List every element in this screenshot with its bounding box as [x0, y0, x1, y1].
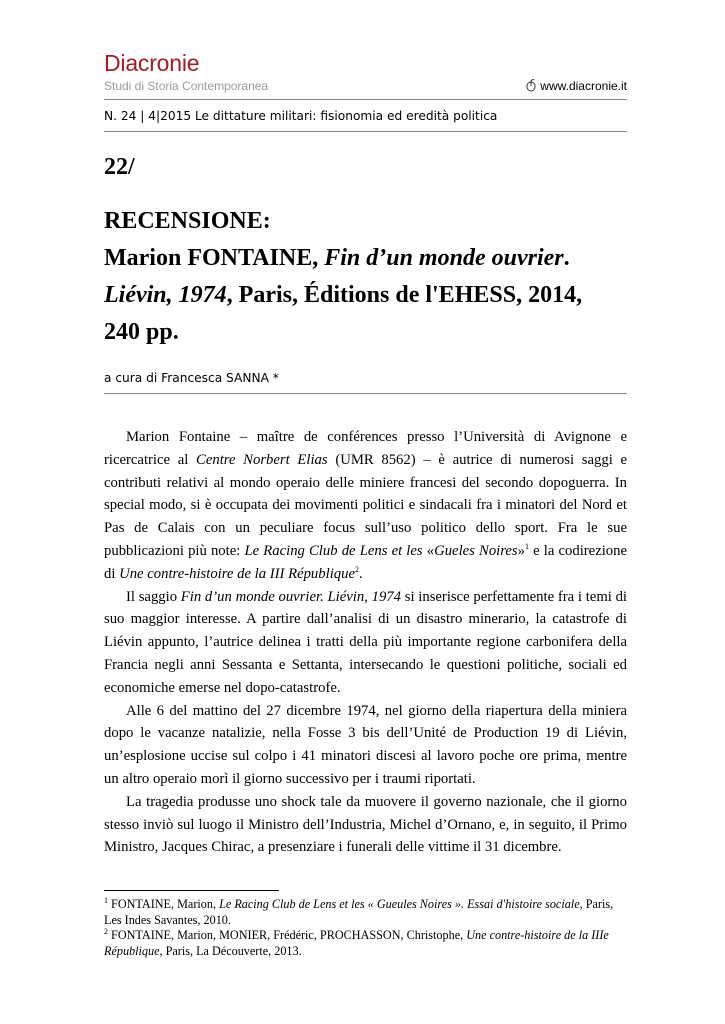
- title-line-3: Liévin, 1974, Paris, Éditions de l'EHESS, 2014,: [104, 282, 583, 308]
- article-body: [104, 426, 627, 859]
- footnote-ref-2[interactable]: 2: [355, 564, 359, 574]
- footnote-1: $^1$ FONTAINE, Marion, Le Racing Club de Lens et les « Gueules Noires ». Essai d'histoire sociale, Paris, Les Indes Savantes, 2010.: [104, 895, 614, 927]
- paragraph-2: Il saggio Fin d’un monde ouvrier. Liévin, 1974 si inserisce perfettamente fra i temi di suo maggior interesse. A partire dall’analisi di un disastro minerario, la catastrofe di Liévin appunto, l’autrice delinea i tratti della più importante regione carbonifera della Francia negli anni Sessanta e Settanta, intersecando le questioni politiche, sociali ed economiche emerse nel dopo-catastrofe.: [104, 588, 627, 696]
- issue-line: N. 24 | 4|2015 Le dittature militari: fisionomia ed eredità politica: [104, 109, 498, 123]
- title-rule: [104, 393, 627, 394]
- article-title: [104, 203, 644, 351]
- footnote-2: $^2$ FONTAINE, Marion, MONIER, Frédéric, PROCHASSON, Christophe, Une contre-histoire de la IIIe République, Paris, La Découverte, 2013.: [104, 926, 609, 958]
- mouse-icon: [526, 79, 536, 95]
- footnotes: [104, 897, 627, 959]
- header-rule: [104, 99, 627, 100]
- website-url[interactable]: www.diacronie.it: [540, 79, 627, 93]
- title-line-2: Marion FONTAINE, Fin d’un monde ouvrier.: [104, 245, 570, 271]
- title-line-4: 240 pp.: [104, 319, 179, 345]
- journal-brand[interactable]: Diacronie: [104, 50, 200, 76]
- curator-line: a cura di Francesca SANNA *: [104, 371, 279, 385]
- article-number: 22/: [104, 154, 135, 180]
- website-link[interactable]: [526, 79, 627, 95]
- title-line-1: RECENSIONE:: [104, 208, 271, 234]
- paragraph-1: Marion Fontaine – maître de conférences presso l’Università di Avignone e ricercatrice al Centre Norbert Elias (UMR 8562) – è autrice di numerosi saggi e contributi relativi al mondo operaio delle miniere francesi del secondo dopoguerra. In special modo, si è occupata dei movimenti politici e sindacali fra i minatori del Nord et Pas de Calais con un peculiare focus sull’uso politico dello sport. Fra le sue pubblicazioni più note: Le Racing Club de Lens et les «Gueles Noires»$^1$ e la codirezione di Une contre-histoire de la III République$^2$.: [104, 429, 628, 582]
- paragraph-3: Alle 6 del mattino del 27 dicembre 1974, nel giorno della riapertura della miniera dopo le vacanze natalizie, nella Fosse 3 bis dell’Unité de Production 19 di Liévin, un’esplosione uccise sul colpo i 41 minatori discesi al lavoro poche ore prima, mentre un altro operaio morì il giorno successivo per i traumi riportati.: [104, 702, 627, 787]
- issue-rule: [104, 131, 627, 132]
- paragraph-4: La tragedia produsse uno shock tale da muovere il governo nazionale, che il giorno stesso inviò sul luogo il Ministro dell’Industria, Michel d’Ornano, e, in seguito, il Primo Ministro, Jacques Chirac, a presenziare i funerali delle vittime il 31 dicembre.: [104, 793, 627, 856]
- journal-subtitle: Studi di Storia Contemporanea: [104, 79, 269, 93]
- footnote-ref-1[interactable]: 1: [525, 542, 529, 552]
- footnote-separator: [104, 890, 279, 891]
